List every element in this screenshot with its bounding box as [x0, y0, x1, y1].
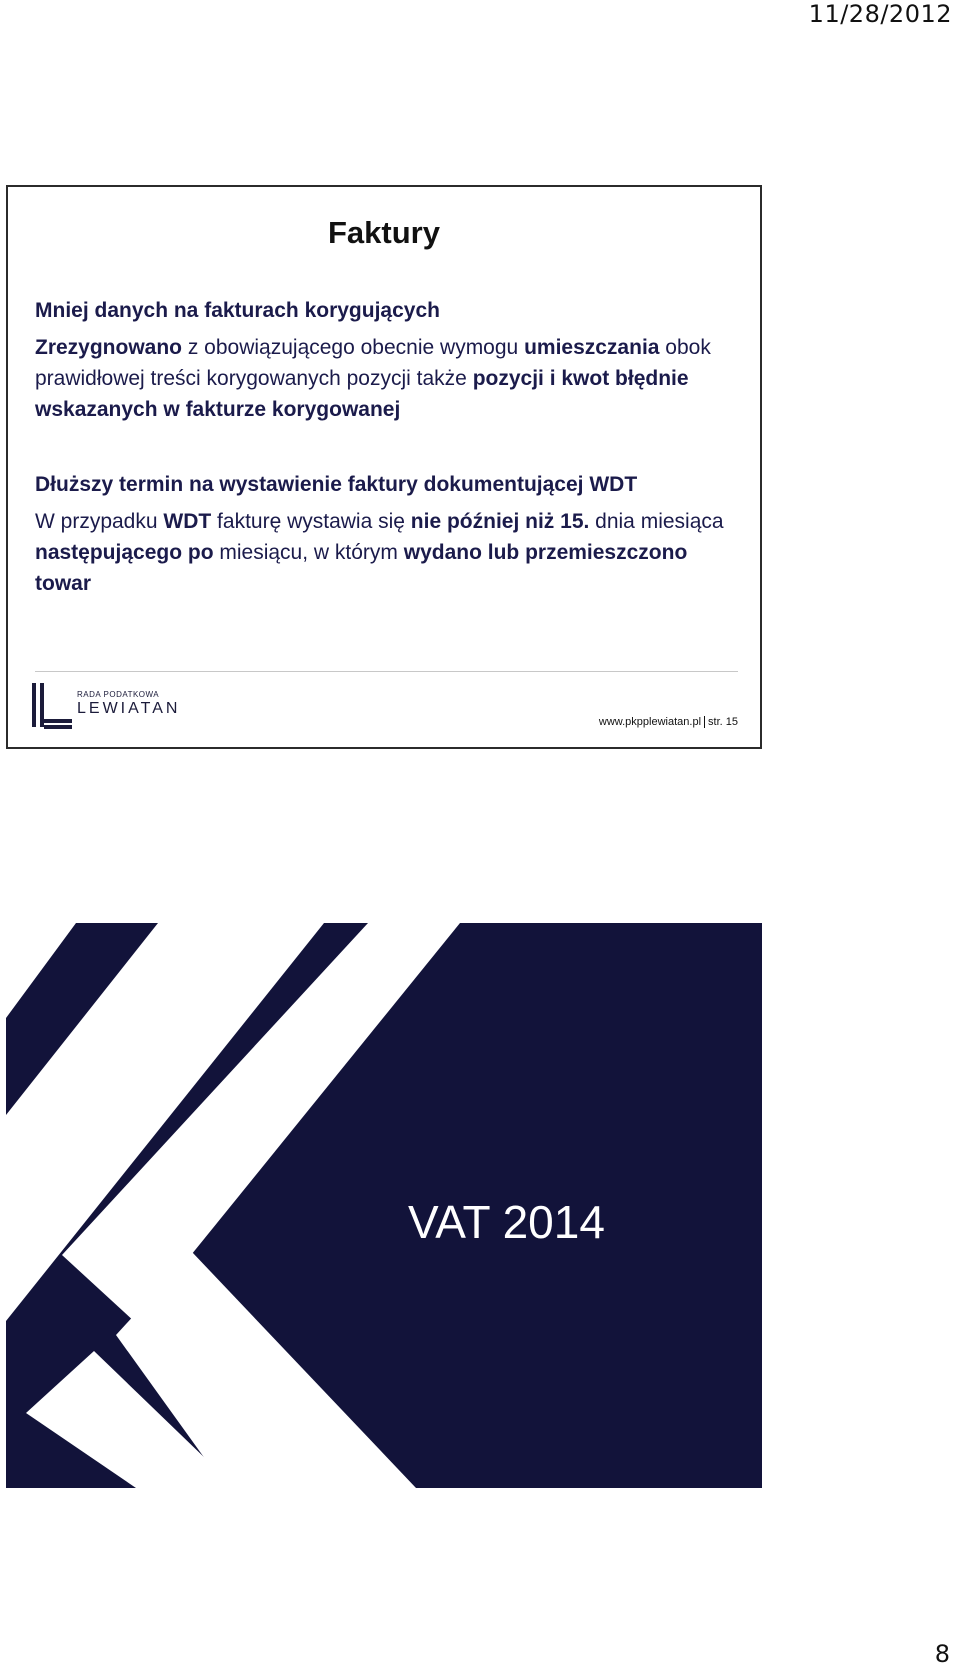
page-number: 8	[934, 1640, 950, 1668]
footer-url[interactable]: www.pkpplewiatan.pl	[598, 716, 702, 728]
section-body: W przypadku WDT fakturę wystawia się nie później niż 15. dnia miesiąca następującego po miesiącu, w którym wydano lub przemieszczono towar	[35, 510, 724, 595]
page-date: 11/28/2012	[808, 0, 952, 28]
stripe-1	[6, 923, 76, 1018]
diagonal-stripes-graphic	[6, 923, 762, 1488]
slide-faktury	[6, 185, 762, 749]
slide-footer	[599, 716, 738, 728]
section-corrective-invoices	[35, 295, 735, 425]
slide-vat-2014	[6, 923, 762, 1488]
logo-big-text: LEWIATAN	[77, 700, 181, 717]
section-wdt-deadline	[35, 469, 735, 599]
footer-separator	[704, 716, 705, 728]
section-heading: Mniej danych na fakturach korygujących	[35, 299, 440, 322]
logo-small-text: RADA PODATKOWA	[77, 690, 160, 699]
lewiatan-logo	[30, 681, 190, 731]
footer-page: str. 15	[708, 716, 738, 728]
slide-title: Faktury	[328, 215, 440, 250]
footer-divider	[35, 671, 738, 672]
slide-title: VAT 2014	[408, 1196, 605, 1248]
section-body: Zrezygnowano z obowiązującego obecnie wymogu umieszczania obok prawidłowej treści korygowanych pozycji także pozycji i kwot błędnie wskazanych w fakturze korygowanej	[35, 336, 711, 421]
section-heading: Dłuższy termin na wystawienie faktury dokumentującej WDT	[35, 473, 638, 496]
lewiatan-logo-icon	[30, 681, 74, 731]
